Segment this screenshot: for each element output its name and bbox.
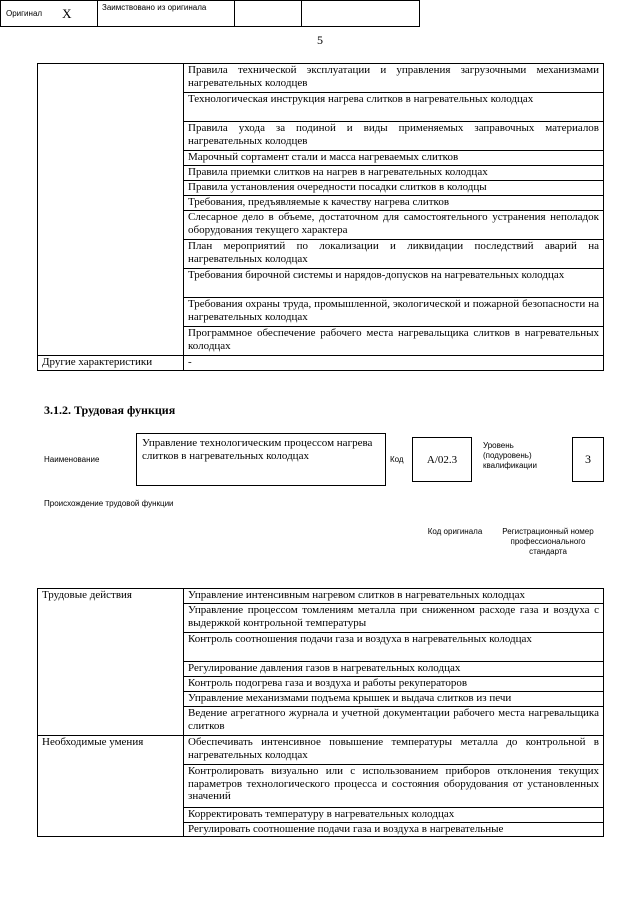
code-original-label: Код оригинала	[427, 527, 483, 536]
page-number: 5	[317, 33, 323, 47]
origin-original-cell	[1, 1, 98, 26]
knowledge-item: Требования бирочной системы и нарядов-допусков на нагревательных колодцах	[184, 269, 604, 298]
origin-code-cell	[235, 1, 302, 26]
origin-strip	[0, 0, 420, 27]
labor-action-item: Контроль соотношения подачи газа и воздуха в нагревательных колодцах	[184, 633, 604, 662]
knowledge-item: Программное обеспечение рабочего места нагревальщика слитков в нагревательных колодцах	[184, 327, 604, 356]
labor-actions-label: Трудовые действия	[38, 589, 184, 736]
reg-number-label: Регистрационный номер профессионального стандарта	[502, 527, 594, 556]
labor-action-item: Управление интенсивным нагревом слитков в нагревательных колодцах	[184, 589, 604, 604]
labor-action-item: Контроль подогрева газа и воздуха и работы рекуператоров	[184, 677, 604, 692]
required-skills-label: Необходимые умения	[38, 736, 184, 837]
qualification-level-label: Уровень (подуровень) квалификации	[483, 441, 537, 470]
origin-borrowed-label: Заимствовано из оригинала	[102, 3, 207, 12]
qualification-level-box	[572, 437, 604, 482]
skill-item: Корректировать температуру в нагревательных колодцах	[184, 808, 604, 823]
function-name-box	[136, 433, 386, 486]
function-name-label: Наименование	[44, 455, 100, 464]
knowledge-item: План мероприятий по локализации и ликвидации последствий аварий на нагревательных колодцах	[184, 240, 604, 269]
knowledge-item: Требования, предъявляемые к качеству нагрева слитков	[184, 196, 604, 211]
labor-action-item: Ведение агрегатного журнала и учетной документации рабочего места нагревальщика слитков	[184, 707, 604, 736]
origin-label: Происхождение трудовой функции	[44, 499, 174, 508]
knowledge-table	[37, 63, 604, 371]
knowledge-item: Правила приемки слитков на нагрев в нагревательных колодцах	[184, 166, 604, 181]
knowledge-item: Марочный сортамент стали и масса нагреваемых слитков	[184, 151, 604, 166]
origin-reg-number-cell	[302, 1, 419, 26]
other-characteristics-label: Другие характеристики	[38, 356, 184, 371]
labor-actions-table	[37, 588, 604, 837]
knowledge-item: Правила ухода за подиной и виды применяемых заправочных материалов нагревательных колодцев	[184, 122, 604, 151]
table-row	[38, 589, 604, 604]
labor-action-item: Управление процессом томлениям металла при сниженном расходе газа и воздуха с выдержкой контрольной температуры	[184, 604, 604, 633]
table-row	[38, 64, 604, 93]
knowledge-item: Слесарное дело в объеме, достаточном для самостоятельного устранения неполадок оборудования текущего характера	[184, 211, 604, 240]
origin-borrowed-cell	[98, 1, 235, 26]
qualification-level: 3	[585, 452, 591, 466]
origin-original-mark: Х	[62, 5, 72, 21]
other-characteristics-value: -	[184, 356, 604, 371]
knowledge-item: Правила технической эксплуатации и управления загрузочными механизмами нагревательных колодцев	[184, 64, 604, 93]
skill-item: Обеспечивать интенсивное повышение температуры металла до контрольной в нагревательных колодцах	[184, 736, 604, 765]
knowledge-label-cell	[38, 64, 184, 356]
function-code-label: Код	[390, 455, 404, 464]
function-name: Управление технологическим процессом нагрева слитков в нагревательных колодцах	[142, 437, 373, 462]
function-code: А/02.3	[426, 453, 458, 466]
skill-item: Регулировать соотношение подачи газа и воздуха в нагревательные	[184, 823, 604, 837]
labor-action-item: Регулирование давления газов в нагревательных колодцах	[184, 662, 604, 677]
table-row	[38, 356, 604, 371]
function-code-box	[412, 437, 472, 482]
origin-original-label: Оригинал	[6, 9, 43, 18]
labor-action-item: Управление механизмами подъема крышек и выдача слитков из печи	[184, 692, 604, 707]
skill-item: Контролировать визуально или с использованием приборов отклонения текущих параметров технологического процесса и состояния оборудования от установленных значений	[184, 765, 604, 808]
table-row	[38, 736, 604, 765]
knowledge-item: Технологическая инструкция нагрева слитков в нагревательных колодцах	[184, 93, 604, 122]
knowledge-item: Требования охраны труда, промышленной, экологической и пожарной безопасности на нагревательных колодцах	[184, 298, 604, 327]
knowledge-item: Правила установления очередности посадки слитков в колодцы	[184, 181, 604, 196]
section-title: 3.1.2. Трудовая функция	[44, 403, 176, 417]
